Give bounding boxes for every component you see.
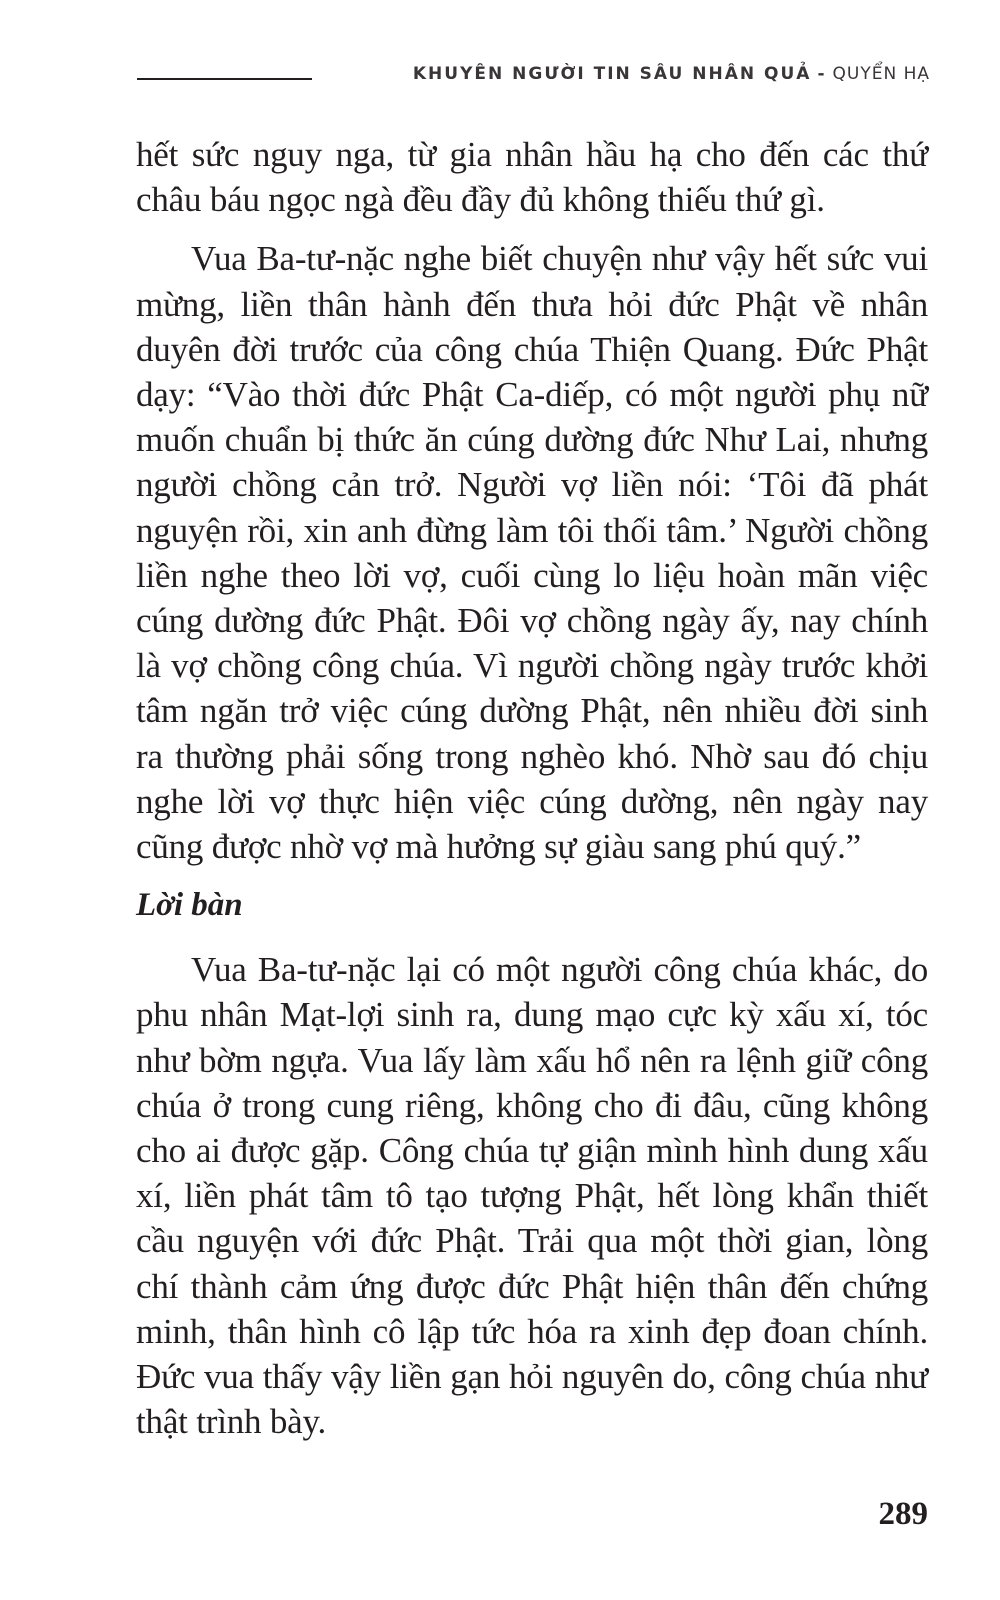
header-rule xyxy=(137,78,312,80)
page-body xyxy=(136,132,928,1444)
paragraph-continued: hết sức nguy nga, từ gia nhân hầu hạ cho đến các thứ châu báu ngọc ngà đều đầy đủ không thiếu thứ gì. xyxy=(136,135,928,220)
paragraph-commentary: Vua Ba-tư-nặc lại có một người công chúa khác, do phu nhân Mạt-lợi sinh ra, dung mạo cực kỳ xấu xí, tóc như bờm ngựa. Vua lấy làm xấu hổ nên ra lệnh giữ công chúa ở trong cung riêng, không cho đi đâu, cũng không cho ai được gặp. Công chúa tự giận mình hình dung xấu xí, liền phát tâm tô tạo tượng Phật, hết lòng khẩn thiết cầu nguyện với đức Phật. Trải qua một thời gian, lòng chí thành cảm ứng được đức Phật hiện thân đến chứng minh, thân hình cô lập tức hóa ra xinh đẹp đoan chính. Đức vua thấy vậy liền gạn hỏi nguyên do, công chúa như thật trình bày. xyxy=(136,950,928,1442)
running-head xyxy=(413,64,930,84)
volume-label: QUYỂN HẠ xyxy=(832,64,930,84)
section-heading: Lời bàn xyxy=(136,887,243,924)
page-number: 289 xyxy=(878,1496,928,1532)
paragraph-story: Vua Ba-tư-nặc nghe biết chuyện như vậy hết sức vui mừng, liền thân hành đến thưa hỏi đức Phật về nhân duyên đời trước của công chúa Thiện Quang. Đức Phật dạy: “Vào thời đức Phật Ca-diếp, có một người phụ nữ muốn chuẩn bị thức ăn cúng dường đức Như Lai, nhưng người chồng cản trở. Người vợ liền nói: ‘Tôi đã phát nguyện rồi, xin anh đừng làm tôi thối tâm.’ Người chồng liền nghe theo lời vợ, cuối cùng lo liệu hoàn mãn việc cúng dường đức Phật. Đôi vợ chồng ngày ấy, nay chính là vợ chồng công chúa. Vì người chồng ngày trước khởi tâm ngăn trở việc cúng dường Phật, nên nhiều đời sinh ra thường phải sống trong nghèo khó. Nhờ sau đó chịu nghe lời vợ thực hiện việc cúng dường, nên ngày nay cũng được nhờ vợ mà hưởng sự giàu sang phú quý.” xyxy=(136,239,928,867)
book-title: KHUYÊN NGƯỜI TIN SÂU NHÂN QUẢ xyxy=(412,64,812,84)
header-separator: - xyxy=(817,64,827,84)
page-header xyxy=(0,62,1000,92)
